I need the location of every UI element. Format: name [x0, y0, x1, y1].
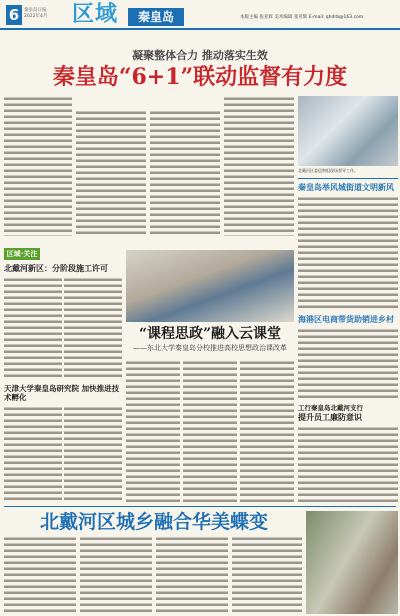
brief-body-2a: [4, 406, 62, 502]
sidebar-headline-2: 海港区电商带货助销进乡村: [298, 315, 394, 324]
bottom-body-1: [4, 536, 76, 614]
section-title: 区域: [72, 1, 119, 27]
sidebar-body: [298, 196, 398, 308]
brief-body-1a: [4, 277, 62, 377]
bottom-photo: [306, 511, 398, 614]
brief-headline-2: 天津大学秦皇岛研究院 加快推进技术孵化: [4, 384, 120, 402]
sidebar-rule: [298, 178, 398, 179]
lead-column-3: [150, 110, 220, 236]
sidebar-body-2: [298, 328, 398, 400]
section-marker: 区域·关注: [4, 248, 40, 260]
lead-kicker: 凝聚整体合力 推动落实生效: [132, 49, 268, 62]
lead-headline: 秦皇岛“6+1”联动监督有力度: [52, 64, 348, 90]
lead-column-2: [76, 110, 146, 236]
right-brief-body: [298, 426, 398, 502]
bottom-body-4: [232, 536, 302, 614]
feature-subhead: ——东北大学秦皇岛分校推进高校思想政治课改革: [133, 344, 287, 352]
lead-photo: [298, 96, 398, 166]
bottom-body-3: [156, 536, 228, 614]
lead-column-1: [4, 96, 72, 236]
feature-body-3: [240, 360, 294, 502]
page-number: 6: [6, 5, 22, 25]
paper-issue: 2022年4月: [24, 14, 48, 19]
feature-headline: “课程思政”融入云课堂: [138, 326, 282, 342]
lead-photo-caption: 北戴河区委巡察组现场督导工作。: [298, 168, 358, 173]
bottom-headline: 北戴河区城乡融合华美蝶变: [39, 511, 268, 533]
feature-body-1: [126, 360, 180, 502]
bottom-body-2: [80, 536, 152, 614]
lead-column-4: [224, 96, 294, 236]
section-tag: 秦皇岛: [128, 8, 184, 26]
brief-body-1b: [64, 277, 122, 377]
right-brief-headline-2: 提升员工廉防意识: [298, 413, 362, 422]
masthead-rule: [0, 28, 400, 30]
feature-photo: [126, 250, 294, 322]
brief-headline-1: 北戴河新区：分阶段施工许可: [4, 264, 108, 273]
paper-name: 秦皇岛日报: [24, 8, 47, 13]
paper-date: [24, 8, 47, 20]
editor-credits: 本版主编 张亚辉 美术编辑 张亚辉 E-mail: qhdrb@163.com: [240, 15, 364, 20]
right-brief-headline-1: 工行秦皇岛北戴河支行: [298, 404, 363, 412]
feature-body-2: [183, 360, 237, 502]
sidebar-headline: 秦皇岛举风城街道文明新风: [298, 183, 394, 192]
brief-body-2b: [64, 406, 122, 502]
bottom-rule: [4, 506, 396, 507]
